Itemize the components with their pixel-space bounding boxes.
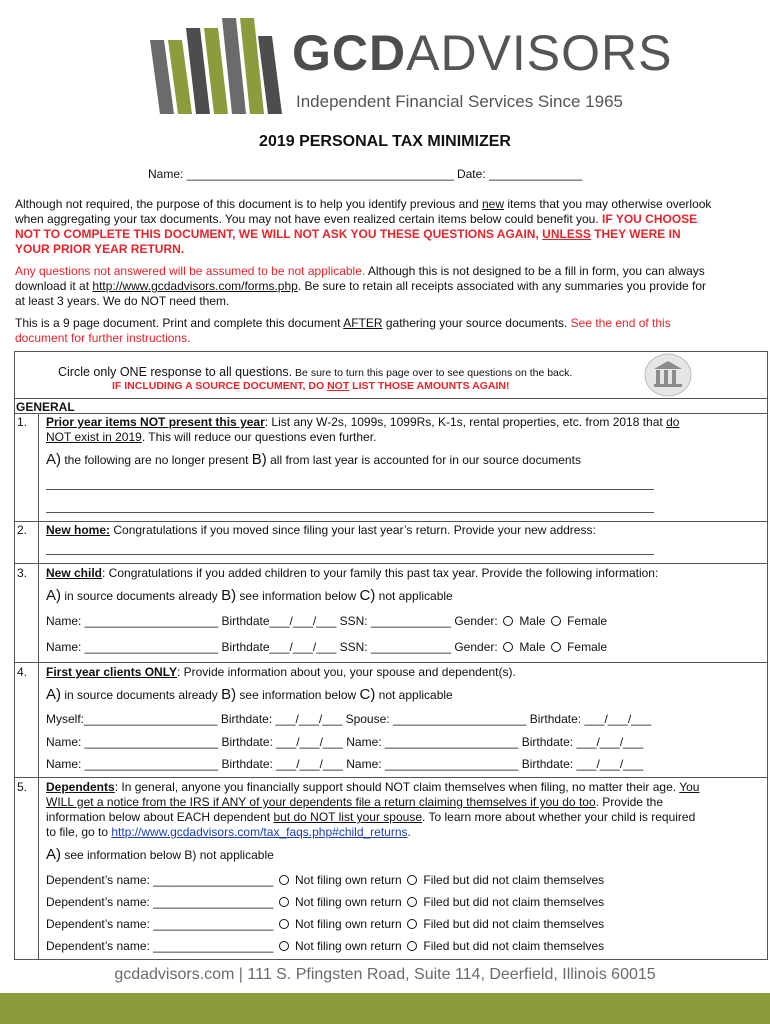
q5-line-4: to file, go to http://www.gcdadvisors.com/tax_faqs.php#child_returns. — [46, 825, 411, 839]
para3-line-2: document for further instructions. — [15, 331, 191, 345]
forms-link[interactable]: http://www.gcdadvisors.com/forms.php — [92, 279, 298, 293]
logo-wordmark: GCDADVISORS — [292, 25, 673, 81]
q3-options[interactable]: A) in source documents already B) see information below C) not applicable — [46, 587, 453, 604]
para2-line-2: download it at http://www.gcdadvisors.com/forms.php. Be sure to retain all receipts associated with any summaries you provide for — [15, 279, 706, 293]
q5-line-1: Dependents: In general, anyone you financially support should NOT claim themselves when filing, no matter their age. You — [46, 780, 700, 794]
male-radio-icon[interactable] — [503, 616, 513, 626]
q4-dependent-row[interactable]: Name: ____________________ Birthdate: ___/___/___ Name: ____________________ Birthdate: ___/___/___ — [46, 757, 644, 771]
q1-answer-line[interactable] — [46, 489, 654, 490]
q1-line-1: Prior year items NOT present this year: List any W-2s, 1099s, 1099Rs, K-1s, rental properties, etc. from 2018 that do — [46, 415, 680, 429]
divider — [14, 777, 768, 778]
filed-radio-icon[interactable] — [407, 897, 417, 907]
dependent-row[interactable]: Dependent’s name: __________________ Not filing own return Filed but did not claim themselves — [46, 895, 605, 909]
q3-number: 3. — [17, 566, 28, 580]
male-radio-icon[interactable] — [503, 642, 513, 652]
instruction-line: Circle only ONE response to all questions. Be sure to turn this page over to see questions on the back. — [58, 365, 573, 379]
q3-child-row[interactable]: Name: ____________________ Birthdate___/___/___ SSN: ____________ Gender: Male Female — [46, 640, 608, 654]
filed-radio-icon[interactable] — [407, 941, 417, 951]
q3-child-row[interactable]: Name: ____________________ Birthdate___/___/___ SSN: ____________ Gender: Male Female — [46, 614, 608, 628]
filed-radio-icon[interactable] — [407, 919, 417, 929]
q1-options[interactable]: A) the following are no longer present B) all from last year is accounted for in our source documents — [46, 451, 581, 468]
q1-answer-line[interactable] — [46, 512, 654, 513]
q2-address-line[interactable] — [46, 554, 654, 555]
logo-tagline: Independent Financial Services Since 1965 — [296, 92, 623, 111]
intro-line-1: Although not required, the purpose of this document is to help you identify previous and new items that you may otherwise overlook — [15, 197, 712, 211]
q5-number: 5. — [17, 780, 28, 794]
divider — [14, 662, 768, 663]
footer-bar — [0, 993, 770, 1024]
q5-options[interactable]: A) see information below B) not applicable — [46, 846, 274, 863]
not-filing-radio-icon[interactable] — [279, 897, 289, 907]
q2-line-1: New home: Congratulations if you moved since filing your last year’s return. Provide your new address: — [46, 523, 596, 537]
q2-number: 2. — [17, 523, 28, 537]
q4-options[interactable]: A) in source documents already B) see information below C) not applicable — [46, 686, 453, 703]
logo-mark — [150, 18, 282, 114]
source-warning: IF INCLUDING A SOURCE DOCUMENT, DO NOT LIST THOSE AMOUNTS AGAIN! — [112, 380, 510, 392]
intro-line-4: YOUR PRIOR YEAR RETURN. — [15, 242, 185, 256]
intro-line-2: when aggregating your tax documents. You may not have even realized certain items below could benefit you. IF YOU CHOOSE — [15, 212, 698, 226]
q4-number: 4. — [17, 665, 28, 679]
q4-line-1: First year clients ONLY: Provide information about you, your spouse and dependent(s). — [46, 665, 516, 679]
q3-line-1: New child: Congratulations if you added children to your family this past tax year. Provide the following information: — [46, 566, 659, 580]
q5-line-3: information below about EACH dependent but do NOT list your spouse. To learn more about whether your child is required — [46, 810, 696, 824]
intro-line-3: NOT TO COMPLETE THIS DOCUMENT, WE WILL NOT ASK YOU THESE QUESTIONS AGAIN, UNLESS THEY WERE IN — [15, 227, 681, 241]
divider — [14, 521, 768, 522]
footer-address: gcdadvisors.com | 111 S. Pfingsten Road, Suite 114, Deerfield, Illinois 60015 — [114, 966, 656, 983]
divider — [14, 563, 768, 564]
para3-line-1: This is a 9 page document. Print and complete this document AFTER gathering your source documents. See the end of this — [15, 316, 671, 330]
dependent-row[interactable]: Dependent’s name: __________________ Not filing own return Filed but did not claim themselves — [46, 873, 605, 887]
dependent-row[interactable]: Dependent’s name: __________________ Not filing own return Filed but did not claim themselves — [46, 917, 605, 931]
name-date-line: Name: ________________________________________ Date: ______________ — [148, 167, 583, 181]
child-returns-link[interactable]: http://www.gcdadvisors.com/tax_faqs.php#child_returns — [111, 825, 408, 839]
q1-line-2: NOT exist in 2019. This will reduce our questions even further. — [46, 430, 377, 444]
number-column-divider — [38, 413, 39, 960]
not-filing-radio-icon[interactable] — [279, 919, 289, 929]
female-radio-icon[interactable] — [551, 616, 561, 626]
dependent-row[interactable]: Dependent’s name: __________________ Not filing own return Filed but did not claim themselves — [46, 939, 605, 953]
page-title: 2019 PERSONAL TAX MINIMIZER — [259, 133, 511, 150]
q4-dependent-row[interactable]: Name: ____________________ Birthdate: ___/___/___ Name: ____________________ Birthdate: ___/___/___ — [46, 735, 644, 749]
q1-number: 1. — [17, 415, 28, 429]
q5-line-2: WILL get a notice from the IRS if ANY of your dependents file a return claiming themselves if you do too. Provide the — [46, 795, 663, 809]
tax-building-icon — [644, 353, 692, 397]
not-filing-radio-icon[interactable] — [279, 941, 289, 951]
divider — [14, 398, 768, 399]
not-filing-radio-icon[interactable] — [279, 875, 289, 885]
filed-radio-icon[interactable] — [407, 875, 417, 885]
para2-line-1: Any questions not answered will be assumed to be not applicable. Although this is not designed to be a fill in form, you can always — [15, 264, 705, 278]
divider — [14, 413, 768, 414]
female-radio-icon[interactable] — [551, 642, 561, 652]
q4-myself-row[interactable]: Myself:____________________ Birthdate: ___/___/___ Spouse: ____________________ Birthdate: ___/___/___ — [46, 712, 652, 726]
para2-line-3: at least 3 years. We do NOT need them. — [15, 294, 230, 308]
general-heading: GENERAL — [16, 400, 75, 414]
